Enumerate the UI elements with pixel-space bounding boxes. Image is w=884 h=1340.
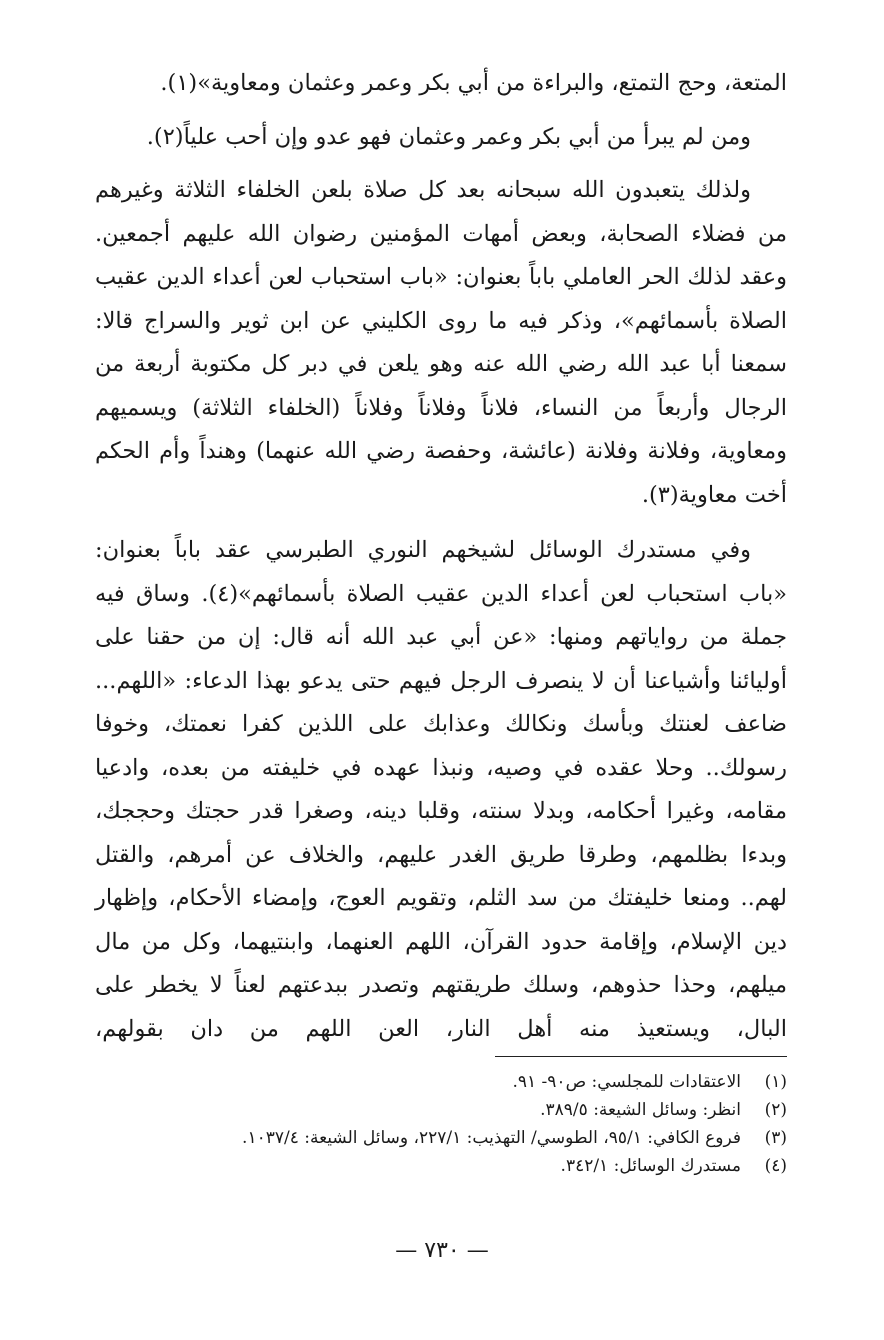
footnote-number: (٤) [764, 1156, 787, 1176]
footnote-4 [87, 1152, 787, 1180]
footnote-1 [87, 1068, 787, 1096]
paragraph-2: ومن لم يبرأ من أبي بكر وعمر وعثمان فهو عدو وإن أحب علياً(٢). [146, 123, 751, 150]
footnote-text: انظر: وسائل الشيعة: ٣٨٩/٥. [540, 1100, 741, 1120]
footnote-text: مستدرك الوسائل: ٣٤٢/١. [560, 1156, 741, 1176]
page-number: — ٧٣٠ — [395, 1238, 489, 1263]
footnote-number: (٢) [764, 1100, 787, 1120]
footnote-text: فروع الكافي: ٩٥/١، الطوسي/ التهذيب: ٢٢٧/١، وسائل الشيعة: ١٠٣٧/٤. [242, 1128, 741, 1148]
footnotes [87, 1068, 787, 1180]
page-body [95, 62, 787, 1051]
footnote-number: (٣) [764, 1128, 787, 1148]
footnote-text: الاعتقادات للمجلسي: ص٩٠- ٩١. [512, 1072, 741, 1092]
paragraph-4: وفي مستدرك الوسائل لشيخهم النوري الطبرسي عقد باباً بعنوان: «باب استحباب لعن أعداء الدين عقيب الصلاة بأسمائهم»(٤). وساق فيه جملة من رواياتهم ومنها: «عن أبي عبد الله أنه قال: إن من حقنا على أوليائنا وأشياعنا أن لا ينصرف الرجل فيهم حتى يدعو بهذا الدعاء: «اللهم... ضاعف لعنتك وبأسك ونكالك وعذابك على اللذين كفرا نعمتك، وخوفا رسولك.. وحلا عقده في وصيه، ونبذا عهده في خليفته من بعده، وادعيا مقامه، وغيرا أحكامه، وبدلا سنته، وقلبا دينه، وصغرا قدر حجتك وحججك، وبدءا بظلمهم، وطرقا طريق الغدر عليهم، والخلاف عن أمرهم، والقتل لهم.. ومنعا خليفتك من سد الثلم، وتقويم العوج، وإمضاء الأحكام، وإظهار دين الإسلام، وإقامة حدود القرآن، اللهم العنهما، وابنتيهما، وكل من مال ميلهم، وحذا حذوهم، وسلك طريقتهم وتصدر ببدعتهم لعناً لا يخطر على البال، ويستعيذ منه أهل النار، العن اللهم من دان بقولهم، [95, 537, 787, 1042]
footnote-divider [495, 1056, 787, 1057]
paragraph-1: المتعة، وحج التمتع، والبراءة من أبي بكر وعمر وعثمان ومعاوية»(١). [160, 70, 787, 96]
footnote-number: (١) [764, 1072, 787, 1092]
footnote-2 [87, 1096, 787, 1124]
footnote-3 [87, 1124, 787, 1152]
paragraph-3: ولذلك يتعبدون الله سبحانه بعد كل صلاة بلعن الخلفاء الثلاثة وغيرهم من فضلاء الصحابة، وبعض أمهات المؤمنين رضوان الله عليهم أجمعين. وعقد لذلك الحر العاملي باباً بعنوان: «باب استحباب لعن أعداء الدين عقيب الصلاة بأسمائهم»، وذكر فيه ما روى الكليني عن ابن ثوير والسراج قالا: سمعنا أبا عبد الله رضي الله عنه وهو يلعن في دبر كل مكتوبة أربعة من الرجال وأربعاً من النساء، فلاناً وفلاناً وفلاناً (الخلفاء الثلاثة) ويسميهم ومعاوية، وفلانة وفلانة (عائشة، وحفصة رضي الله عنهما) وهنداً وأم الحكم أخت معاوية(٣). [95, 177, 787, 508]
